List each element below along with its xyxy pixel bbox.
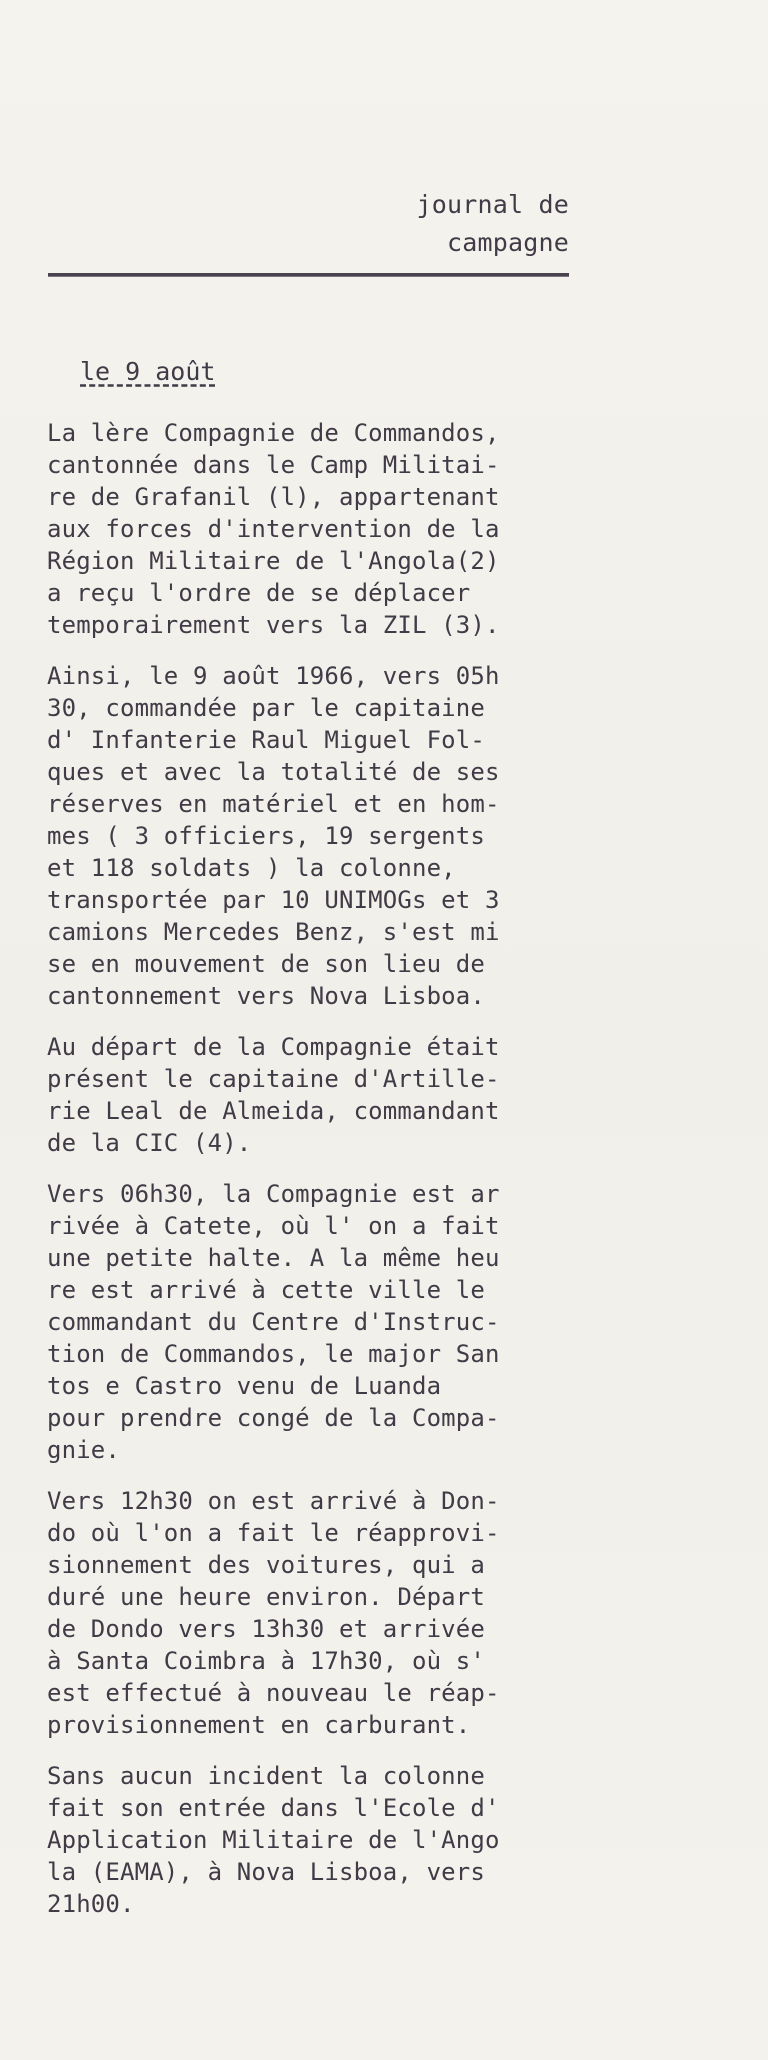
journal-body [47,417,567,1920]
header-title-line-1: journal de [416,190,569,219]
journal-paragraph-3: Au départ de la Compagnie était présent le capitaine d'Artille- rie Leal de Almeida, commandant de la CIC (4). [47,1033,500,1157]
header-title-line-2: campagne [446,228,569,257]
journal-paragraph-4: Vers 06h30, la Compagnie est ar rivée à Catete, où l' on a fait une petite halte. A la même heu re est arrivé à cette ville le commandant du Centre d'Instruc- tion de Commandos, le major San tos e Castro venu de Luanda pour prendre congé de la Compa- gnie. [47,1180,500,1464]
journal-paragraph-6: Sans aucun incident la colonne fait son entrée dans l'Ecole d' Application Militaire de l'Ango la (EAMA), à Nova Lisboa, vers 21h00. [47,1762,500,1918]
entry-date: le 9 août [80,357,216,386]
journal-paragraph-2: Ainsi, le 9 août 1966, vers 05h 30, commandée par le capitaine d' Infanterie Raul Miguel Fol- ques et avec la totalité de ses réserves en matériel et en hom- mes ( 3 officiers, 19 sergents et 118 soldats ) la colonne, transportée par 10 UNIMOGs et 3 camions Mercedes Benz, s'est mi se en mouvement de son lieu de cantonnement vers Nova Lisboa. [47,662,500,1010]
journal-paragraph-1: La lère Compagnie de Commandos, cantonnée dans le Camp Militai- re de Grafanil (l), appartenant aux forces d'intervention de la Région Militaire de l'Angola(2) a reçu l'ordre de se déplacer temporairement vers la ZIL (3). [47,419,500,639]
header-divider [48,273,569,277]
document-header [349,186,569,262]
journal-paragraph-5: Vers 12h30 on est arrivé à Don- do où l'on a fait le réapprovi- sionnement des voitures, qui a duré une heure environ. Départ de Dondo vers 13h30 et arrivée à Santa Coimbra à 17h30, où s' est effectué à nouveau le réap- provisionnement en carburant. [47,1487,500,1739]
